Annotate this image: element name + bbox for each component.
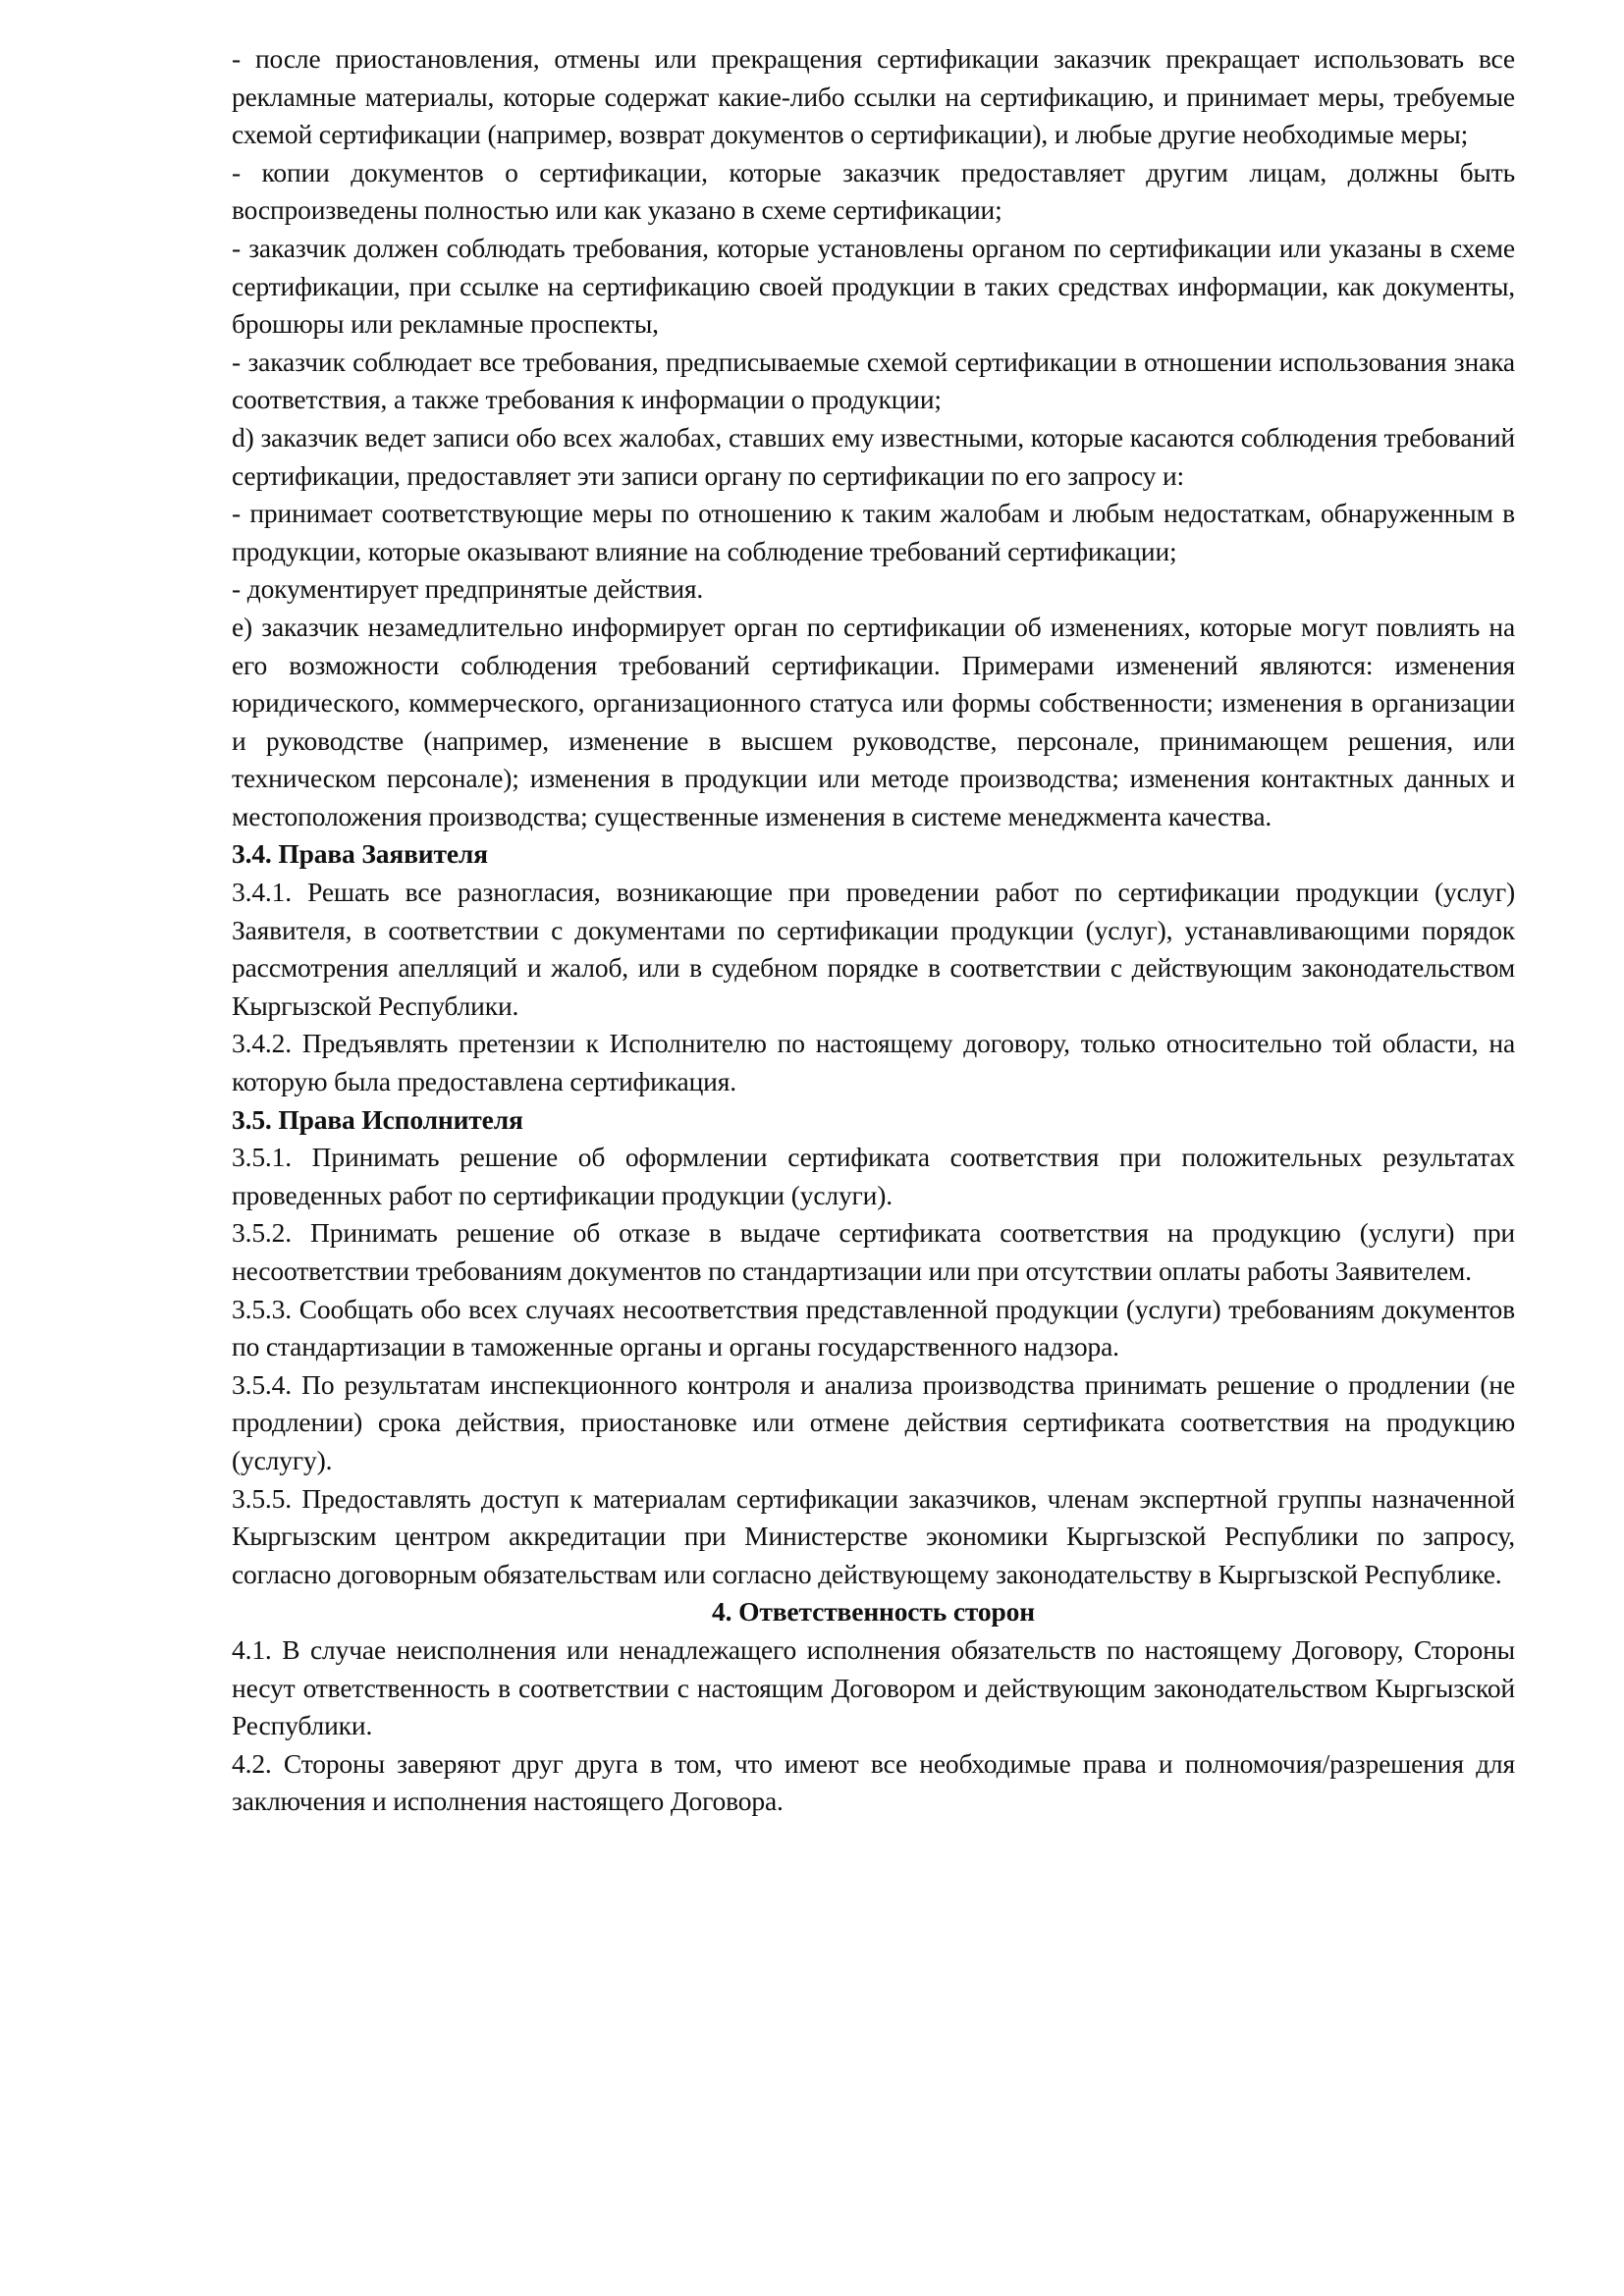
clause-4-2: 4.2. Стороны заверяют друг друга в том, что имеют все необходимые права и полномочия/разрешения для заключения и исполнения настоящего Договора.: [232, 1747, 1515, 1817]
paragraph-item-e-changes: e) заказчик незамедлительно информирует орган по сертификации об изменениях, которые могут повлиять на его возможности соблюдения требований сертификации. Примерами изменений являются: изменения юридического, коммерческого, организационного статуса или формы собственности; изменения в организации и руководстве (например, изменение в высшем руководстве, персонале, принимающем решения, или техническом персонале); изменения в продукции или методе производства; изменения контактных данных и местоположения производства; существенные изменения в системе менеджмента качества.: [232, 611, 1515, 831]
paragraph-certification-suspension: - после приостановления, отмены или прекращения сертификации заказчик прекращает использовать все рекламные материалы, которые содержат какие-либо ссылки на сертификацию, и принимает меры, требуемые схемой сертификации (например, возврат документов о сертификации), и любые другие необходимые меры;: [232, 43, 1515, 150]
clause-3-5-5: 3.5.5. Предоставлять доступ к материалам сертификации заказчиков, членам экспертной группы назначенной Кыргызским центром аккредитации при Министерстве экономики Кыргызской Республики по запросу, согласно договорным обязательствам или согласно действующему законодательству в Кыргызской Республике.: [232, 1482, 1515, 1589]
paragraph-conformity-mark: - заказчик соблюдает все требования, предписываемые схемой сертификации в отношении использования знака соответствия, а также требования к информации о продукции;: [232, 346, 1515, 415]
section-heading-3-4: 3.4. Права Заявителя: [232, 838, 488, 870]
clause-3-5-1: 3.5.1. Принимать решение об оформлении сертификата соответствия при положительных результатах проведенных работ по сертификации продукции (услуги).: [232, 1142, 1515, 1210]
clause-3-5-2: 3.5.2. Принимать решение об отказе в выдаче сертификата соответствия на продукцию (услуги) при несоответствии требованиям документов по стандартизации или при отсутствии оплаты работы Заявителем.: [232, 1217, 1515, 1286]
section-heading-3-5: 3.5. Права Исполнителя: [232, 1103, 523, 1135]
paragraph-reference-requirements: - заказчик должен соблюдать требования, которые установлены органом по сертификации или указаны в схеме сертификации, при ссылке на сертификацию своей продукции в таких средствах информации, как документы, брошюры или рекламные проспекты,: [232, 232, 1515, 340]
clause-3-5-3: 3.5.3. Сообщать обо всех случаях несоответствия представленной продукции (услуги) требованиям документов по стандартизации в таможенные органы и органы государственного надзора.: [232, 1293, 1515, 1362]
section-heading-4: 4. Ответственность сторон: [712, 1596, 1035, 1628]
paragraph-complaint-measures: - принимает соответствующие меры по отношению к таким жалобам и любым недостаткам, обнаруженным в продукции, которые оказывают влияние на соблюдение требований сертификации;: [232, 498, 1515, 566]
clause-3-4-1: 3.4.1. Решать все разногласия, возникающие при проведении работ по сертификации продукции (услуг) Заявителя, в соответствии с документами по сертификации продукции (услуг), устанавливающими порядок рассмотрения апелляций и жалоб, или в судебном порядке в соответствии с действующим законодательством Кыргызской Республики.: [232, 877, 1515, 1021]
clause-3-5-4: 3.5.4. По результатам инспекционного контроля и анализа производства принимать решение о продлении (не продлении) срока действия, приостановке или отмене действия сертификата соответствия на продукцию (услугу).: [232, 1368, 1515, 1475]
clause-4-1: 4.1. В случае неисполнения или ненадлежащего исполнения обязательств по настоящему Договору, Стороны несут ответственность в соответствии с настоящим Договором и действующим законодательством Кыргызской Республики.: [232, 1633, 1515, 1741]
paragraph-item-d-complaints: d) заказчик ведет записи обо всех жалобах, ставших ему известными, которые касаются соблюдения требований сертификации, предоставляет эти записи органу по сертификации по его запросу и:: [232, 421, 1515, 491]
paragraph-document-actions: - документирует предпринятые действия.: [232, 573, 704, 605]
clause-3-4-2: 3.4.2. Предъявлять претензии к Исполнителю по настоящему договору, только относительно той области, на которую была предоставлена сертификация.: [232, 1028, 1515, 1097]
paragraph-document-copies: - копии документов о сертификации, которые заказчик предоставляет другим лицам, должны быть воспроизведены полностью или как указано в схеме сертификации;: [232, 156, 1515, 226]
document-page: [232, 40, 1515, 1821]
